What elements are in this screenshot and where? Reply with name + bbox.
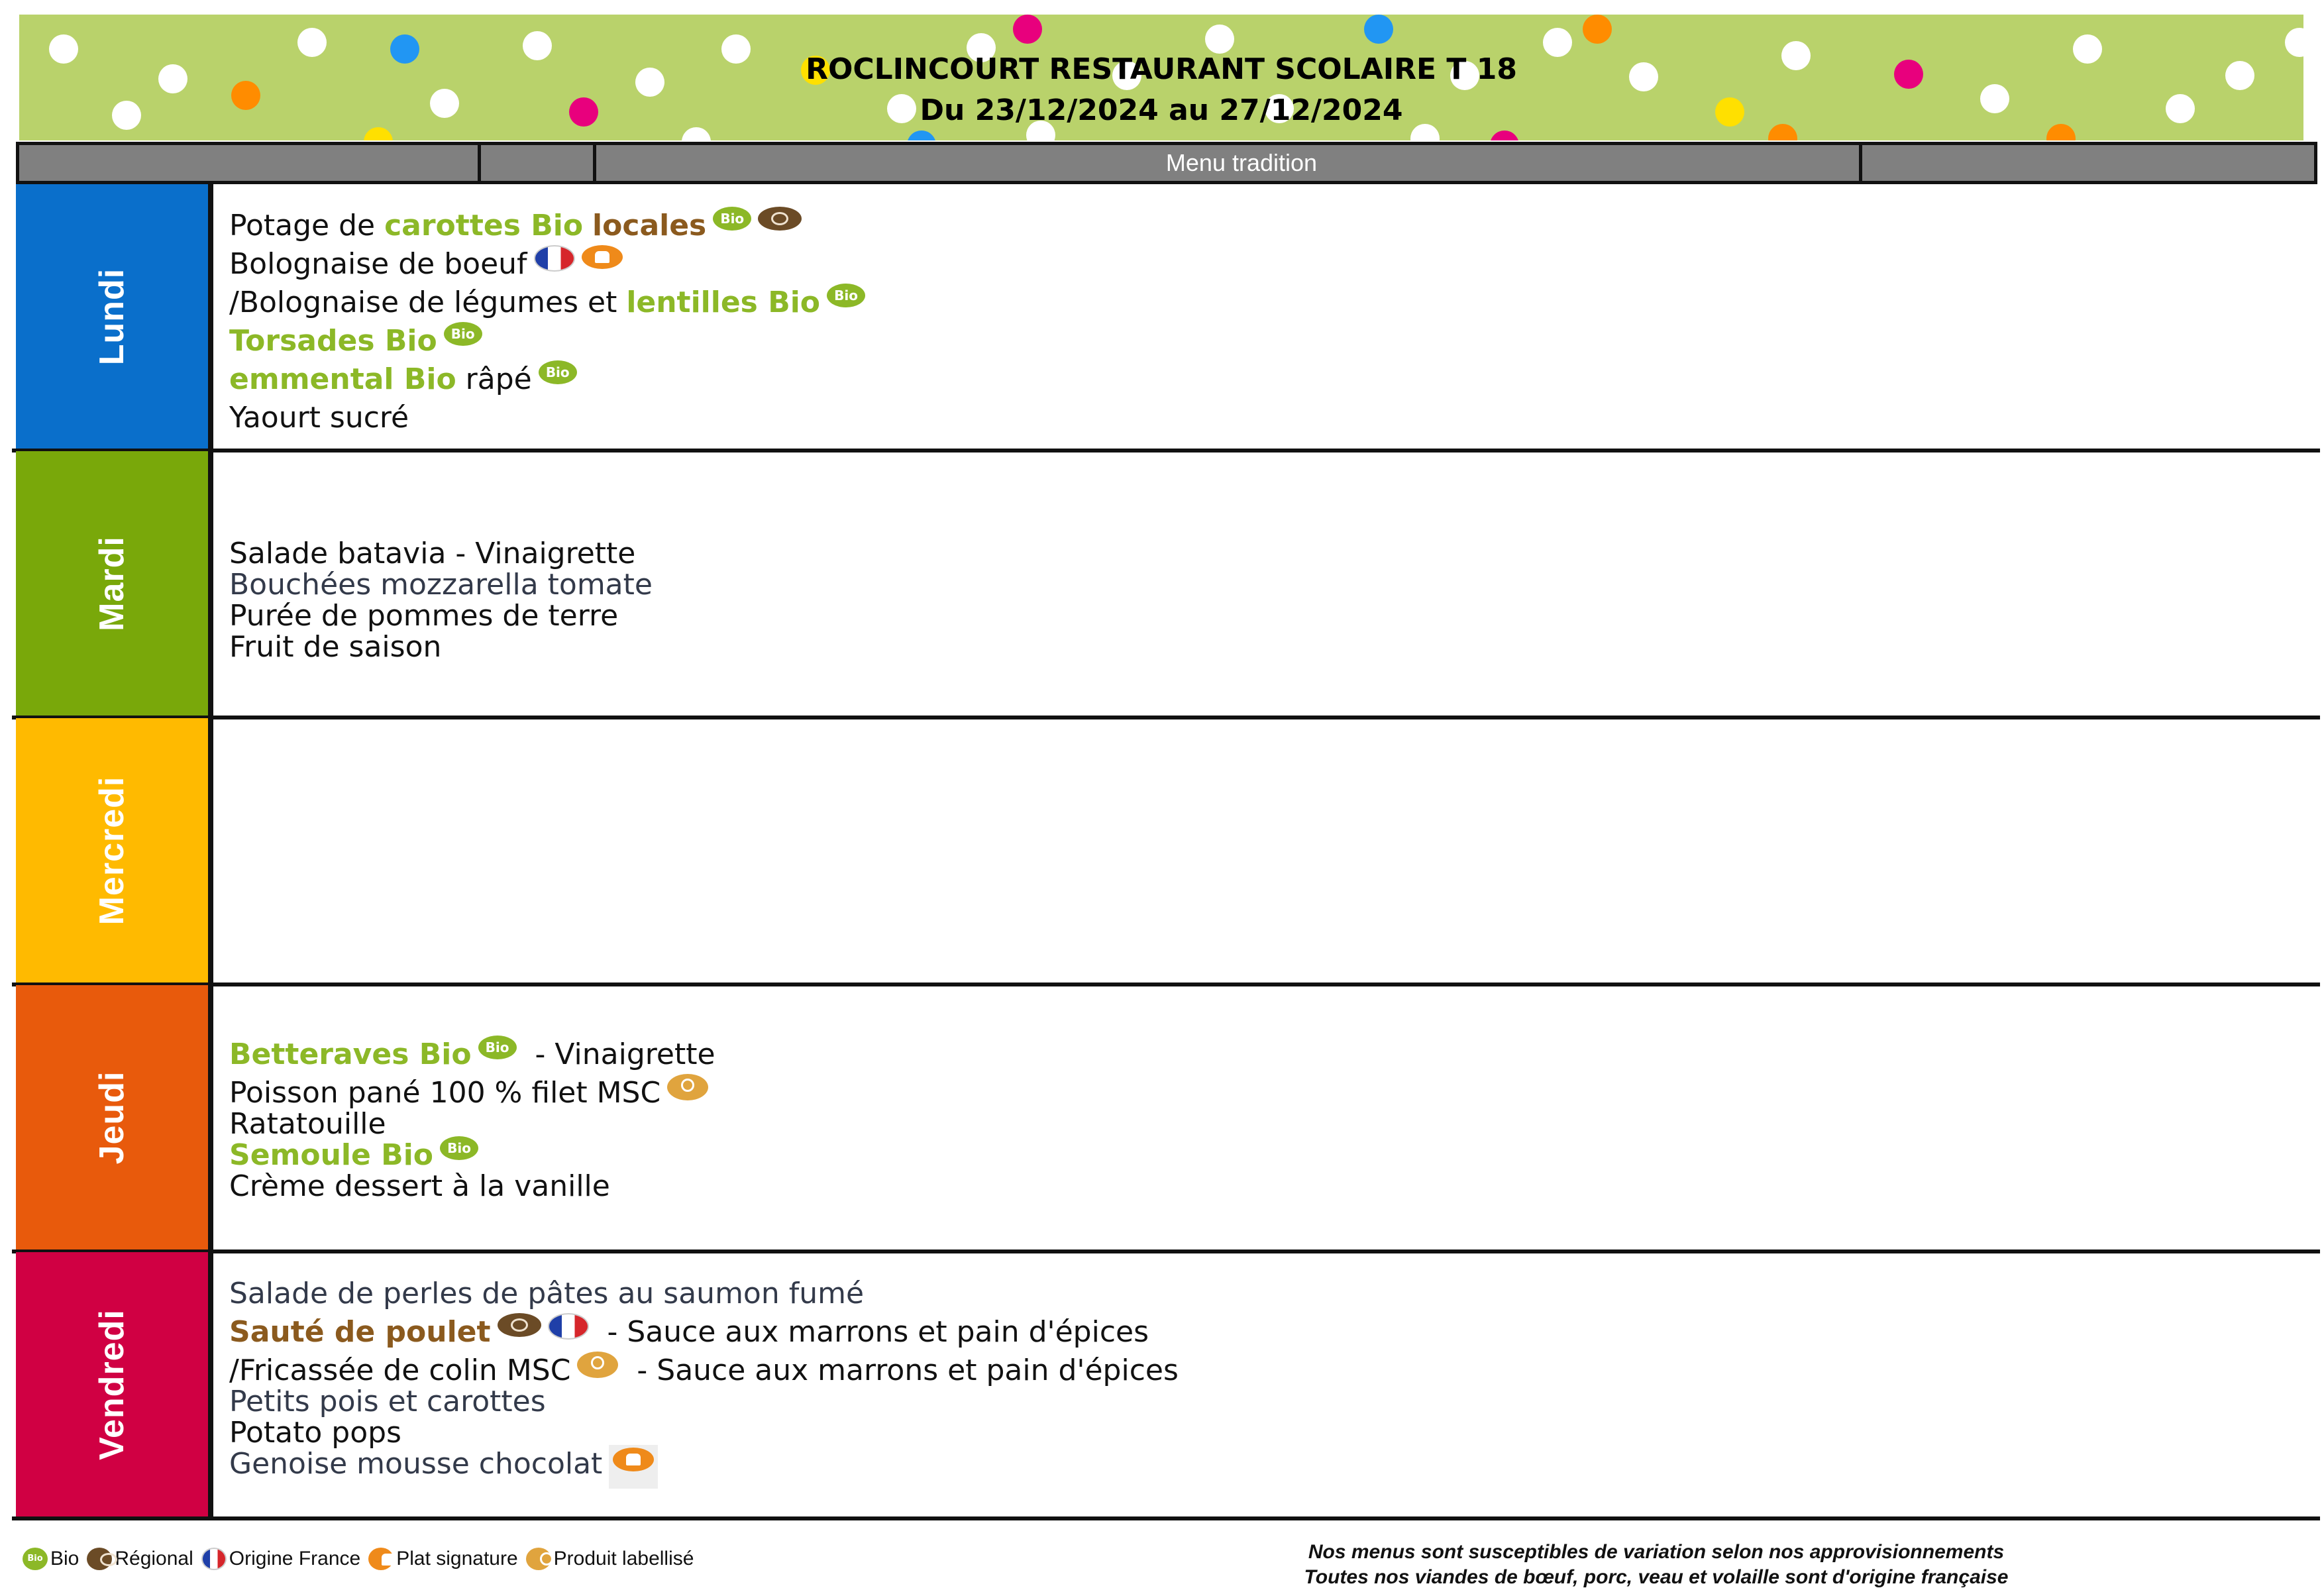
menu-items	[229, 1275, 1179, 1481]
menu-item	[229, 1167, 715, 1203]
day-name: Mercredi	[93, 776, 131, 925]
menu-item-text: Potage de	[229, 209, 385, 242]
legend-item	[87, 1548, 193, 1570]
produit-labellise-icon	[667, 1074, 708, 1100]
menu-item-text: Betteraves Bio	[229, 1037, 472, 1071]
polka-dot	[1490, 131, 1519, 140]
menu-item-text: Torsades Bio	[229, 324, 437, 358]
menu-item	[229, 1136, 715, 1172]
menu-item	[229, 566, 653, 602]
menu-item-text: Sauté de poulet	[229, 1315, 491, 1349]
menu-item-text: Yaourt sucré	[229, 401, 409, 435]
menu-item	[229, 1275, 1179, 1313]
menu-item	[229, 535, 653, 570]
plat-signature-icon	[613, 1448, 654, 1471]
menu-item-text: Fruit de saison	[229, 630, 442, 664]
date-range: Du 23/12/2024 au 27/12/2024	[920, 93, 1403, 127]
legend-item	[526, 1548, 694, 1570]
legend-label: Bio	[50, 1548, 79, 1569]
legend	[23, 1548, 702, 1570]
legend-label: Produit labellisé	[553, 1548, 694, 1569]
menu-item	[229, 1074, 715, 1110]
polka-dot	[1583, 15, 1612, 44]
menu-item-text: /Bolognaise de légumes et	[229, 286, 627, 319]
origine-france-icon	[534, 245, 575, 272]
menu-item	[229, 1036, 715, 1074]
header-banner	[19, 15, 2303, 140]
origine-france-icon	[201, 1548, 227, 1570]
menu-item-text: carottes Bio	[384, 209, 584, 242]
day-row-jeudi	[12, 985, 2320, 1253]
footer-notes	[1179, 1540, 2133, 1590]
menu-item-text: Genoise mousse chocolat	[229, 1447, 603, 1481]
day-label-cell	[16, 985, 213, 1249]
regional-icon	[498, 1313, 541, 1337]
menu-item	[229, 399, 865, 437]
polka-dot	[1364, 15, 1393, 44]
bio-icon: Bio	[23, 1548, 48, 1570]
menu-item-text: Petits pois et carottes	[229, 1385, 546, 1418]
menu-items	[229, 1036, 715, 1203]
menu-item-text: /Fricassée de colin MSC	[229, 1354, 571, 1387]
regional-icon	[758, 207, 802, 231]
menu-item-text: Potato pops	[229, 1416, 401, 1450]
bio-icon: Bio	[827, 284, 865, 307]
menu-item-text: Poisson pané 100 % filet MSC	[229, 1076, 661, 1110]
menu-item	[229, 1445, 1179, 1481]
icon-badge	[609, 1445, 658, 1489]
day-name: Mardi	[93, 535, 131, 631]
menu-items	[229, 535, 653, 664]
day-name: Lundi	[93, 268, 131, 365]
legend-item	[368, 1548, 517, 1570]
day-row-mercredi	[12, 718, 2320, 986]
menu-item	[229, 1414, 1179, 1450]
menu-items	[229, 207, 865, 437]
day-row-lundi	[12, 184, 2320, 452]
menu-item	[229, 1313, 1179, 1352]
menu-item	[229, 628, 653, 664]
menu-header	[19, 49, 2303, 131]
day-label-cell	[16, 451, 213, 716]
note-line: Toutes nos viandes de bœuf, porc, veau et volaille sont d'origine française	[1304, 1566, 2009, 1588]
column-divider	[593, 145, 596, 181]
menu-item-text: râpé	[456, 362, 532, 396]
produit-labellise-icon	[577, 1352, 618, 1378]
regional-icon	[87, 1548, 112, 1570]
menu-item-sauce: - Sauce aux marrons et pain d'épices	[618, 1354, 1179, 1387]
day-label-cell	[16, 1252, 213, 1516]
menu-item-text: Purée de pommes de terre	[229, 599, 619, 633]
menu-item	[229, 1105, 715, 1141]
menu-item-text: lentilles Bio	[626, 286, 821, 319]
bio-icon: Bio	[444, 322, 482, 346]
bio-icon: Bio	[713, 207, 751, 231]
menu-item	[229, 360, 865, 399]
menu-item	[229, 1352, 1179, 1387]
bio-icon: Bio	[539, 360, 577, 384]
menu-item	[229, 1383, 1179, 1418]
legend-item	[23, 1548, 79, 1570]
produit-labellise-icon	[526, 1548, 551, 1570]
menu-item-text: emmental Bio	[229, 362, 456, 396]
legend-item	[201, 1548, 360, 1570]
day-label-cell	[16, 184, 213, 449]
polka-dot	[1013, 15, 1042, 44]
day-row-vendredi	[12, 1252, 2320, 1520]
bio-icon: Bio	[478, 1036, 517, 1059]
legend-label: Régional	[115, 1548, 193, 1569]
legend-label: Plat signature	[396, 1548, 518, 1569]
menu-item	[229, 207, 865, 245]
menu-item-text: Bolognaise de boeuf	[229, 247, 527, 281]
page-title: ROCLINCOURT RESTAURANT SCOLAIRE T 18	[806, 52, 1517, 86]
plat-signature-icon	[582, 245, 623, 269]
menu-item-text: Ratatouille	[229, 1107, 386, 1141]
bio-icon: Bio	[440, 1136, 478, 1160]
legend-label: Origine France	[229, 1548, 361, 1569]
day-name: Jeudi	[93, 1071, 131, 1164]
menu-item	[229, 597, 653, 633]
origine-france-icon	[548, 1313, 589, 1340]
plat-signature-icon	[368, 1548, 394, 1570]
menu-type-label: Menu tradition	[1165, 149, 1318, 176]
day-name: Vendredi	[93, 1308, 131, 1460]
note-line: Nos menus sont susceptibles de variation selon nos approvisionnements	[1308, 1541, 2005, 1563]
menu-item-text: Semoule Bio	[229, 1138, 434, 1172]
menu-item-text: Bouchées mozzarella tomate	[229, 568, 653, 602]
menu-item	[229, 245, 865, 284]
menu-item-sauce: - Vinaigrette	[516, 1037, 715, 1071]
day-row-mardi	[12, 451, 2320, 719]
column-divider	[478, 145, 481, 181]
menu-item-sauce: - Sauce aux marrons et pain d'épices	[588, 1315, 1149, 1349]
column-header-bar	[16, 142, 2317, 184]
menu-item-text: locales	[592, 209, 707, 242]
menu-item-text: Salade batavia - Vinaigrette	[229, 537, 636, 570]
polka-dot	[907, 131, 936, 140]
day-label-cell	[16, 718, 213, 983]
menu-item-text: Salade de perles de pâtes au saumon fumé	[229, 1277, 865, 1310]
menu-item-text	[583, 209, 592, 242]
menu-item	[229, 284, 865, 322]
menu-item	[229, 322, 865, 360]
menu-item-text: Crème dessert à la vanille	[229, 1169, 610, 1203]
